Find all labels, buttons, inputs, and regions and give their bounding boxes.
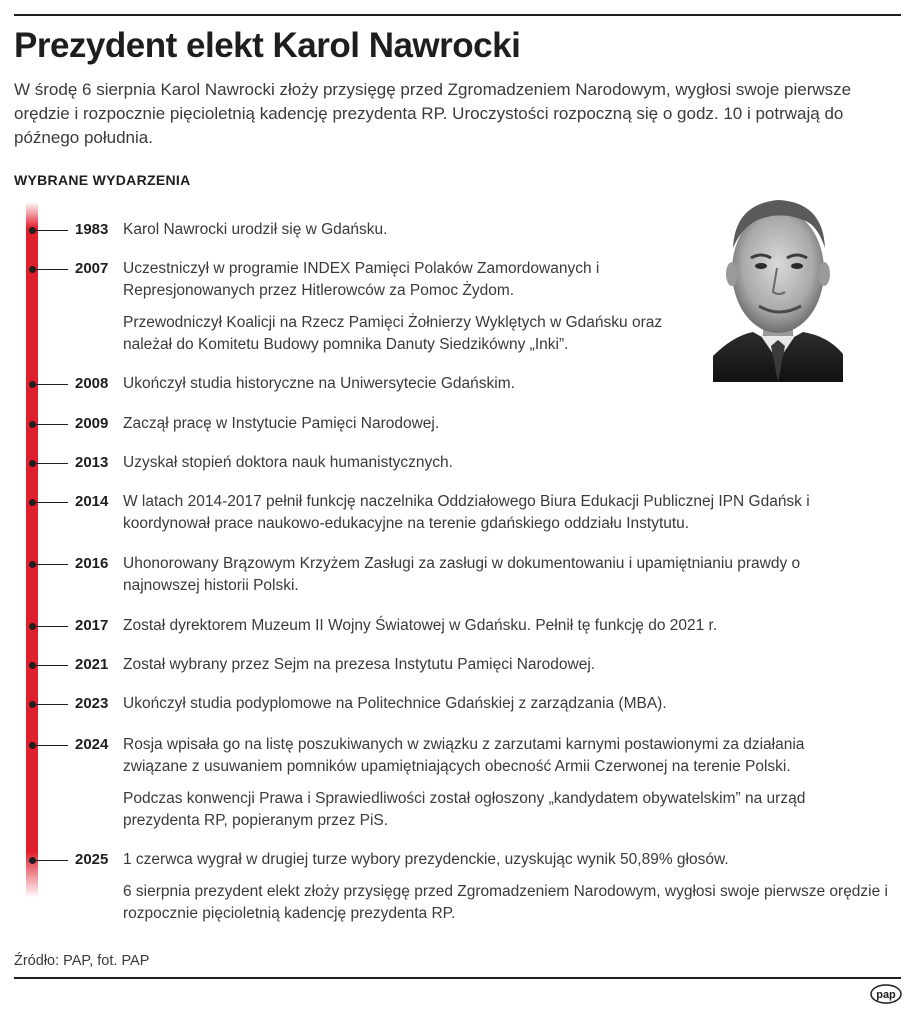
event-year: 2008 — [75, 375, 109, 392]
event-year: 2016 — [75, 555, 109, 572]
lead-paragraph: W środę 6 sierpnia Karol Nawrocki złoży przysięgę przed Zgromadzeniem Narodowym, wygłosi swoje pierwsze orędzie i rozpocznie pięcioletnią kadencję prezydenta RP. Uroczystości rozpoczną się o godz. 10 i potrwają do późnego południa. — [14, 80, 852, 147]
event-text — [123, 491, 858, 535]
event-year: 2009 — [75, 415, 109, 432]
event-text — [123, 452, 863, 474]
section-title: WYBRANE WYDARZENIA — [14, 172, 191, 188]
timeline-bar — [26, 202, 38, 898]
event-text — [123, 553, 858, 597]
timeline-dot — [29, 742, 36, 749]
event-line: Uczestniczył w programie INDEX Pamięci Polaków Zamordowanych i Represjonowanych przez Hitlerowców za Pomoc Żydom. — [123, 260, 600, 299]
timeline-tick — [36, 704, 68, 705]
timeline-tick — [36, 502, 68, 503]
timeline-dot — [29, 561, 36, 568]
event-line: 1 czerwca wygrał w drugiej turze wybory prezydenckie, uzyskując wynik 50,89% głosów. — [123, 851, 729, 868]
timeline-dot — [29, 857, 36, 864]
timeline-tick — [36, 665, 68, 666]
timeline-tick — [36, 384, 68, 385]
event-year: 2013 — [75, 454, 109, 471]
event-year: 1983 — [75, 221, 109, 238]
event-line: Ukończył studia historyczne na Uniwersytecie Gdańskim. — [123, 375, 515, 392]
event-text — [123, 413, 863, 435]
timeline-dot — [29, 381, 36, 388]
event-line: Podczas konwencji Prawa i Sprawiedliwości został ogłoszony „kandydatem obywatelskim” na urząd prezydenta RP, popieranym przez PiS. — [123, 790, 806, 829]
event-year: 2024 — [75, 736, 109, 753]
timeline-tick — [36, 564, 68, 565]
event-year: 2014 — [75, 493, 109, 510]
event-line: 6 sierpnia prezydent elekt złoży przysięgę przed Zgromadzeniem Narodowym, wygłosi swoje pierwsze orędzie i rozpocznie pięcioletnią kadencję prezydenta RP. — [123, 883, 888, 922]
timeline-tick — [36, 230, 68, 231]
timeline-tick — [36, 745, 68, 746]
event-text — [123, 258, 683, 356]
timeline-tick — [36, 463, 68, 464]
event-text — [123, 734, 868, 832]
timeline-dot — [29, 499, 36, 506]
portrait-photo — [713, 186, 843, 382]
event-line: Przewodniczył Koalicji na Rzecz Pamięci Żołnierzy Wyklętych w Gdańsku oraz należał do Komitetu Budowy pomnika Danuty Siedzikówny „Inki”. — [123, 314, 663, 353]
event-year: 2023 — [75, 695, 109, 712]
event-line: Został dyrektorem Muzeum II Wojny Światowej w Gdańsku. Pełnił tę funkcję do 2021 r. — [123, 617, 718, 634]
event-text — [123, 654, 883, 676]
event-line: Uhonorowany Brązowym Krzyżem Zasługi za zasługi w dokumentowaniu i upamiętnianiu prawdy o najnowszej historii Polski. — [123, 555, 801, 594]
event-text — [123, 615, 883, 637]
logo-text: pap — [876, 989, 896, 1001]
event-line: Został wybrany przez Sejm na prezesa Instytutu Pamięci Narodowej. — [123, 656, 596, 673]
event-line: Ukończył studia podyplomowe na Politechnice Gdańskiej z zarządzania (MBA). — [123, 695, 667, 712]
timeline-tick — [36, 269, 68, 270]
timeline-dot — [29, 227, 36, 234]
event-text — [123, 373, 683, 395]
bottom-divider — [14, 977, 901, 979]
timeline-tick — [36, 860, 68, 861]
timeline-dot — [29, 421, 36, 428]
source-credit: Źródło: PAP, fot. PAP — [14, 953, 150, 969]
top-divider — [14, 14, 901, 16]
event-year: 2017 — [75, 617, 109, 634]
timeline-tick — [36, 626, 68, 627]
event-text — [123, 219, 683, 241]
timeline-dot — [29, 701, 36, 708]
timeline-dot — [29, 662, 36, 669]
event-line: Karol Nawrocki urodził się w Gdańsku. — [123, 221, 388, 238]
timeline-tick — [36, 424, 68, 425]
event-year: 2021 — [75, 656, 109, 673]
timeline-dot — [29, 460, 36, 467]
event-line: Zaczął pracę w Instytucie Pamięci Narodowej. — [123, 415, 440, 432]
event-year: 2007 — [75, 260, 109, 277]
event-text — [123, 693, 883, 715]
page-title: Prezydent elekt Karol Nawrocki — [14, 26, 521, 65]
timeline-dot — [29, 266, 36, 273]
timeline-dot — [29, 623, 36, 630]
pap-logo — [870, 984, 902, 1004]
event-year: 2025 — [75, 851, 109, 868]
event-line: W latach 2014-2017 pełnił funkcję naczelnika Oddziałowego Biura Edukacji Publicznej IPN Gdańsk i koordynował prace naukowo-edukacyjne na terenie gdańskiego oddziału Instytutu. — [123, 493, 810, 532]
event-text — [123, 849, 893, 925]
event-line: Rosja wpisała go na listę poszukiwanych w związku z zarzutami karnymi postawionymi za działania związane z usuwaniem pomników upamiętniających obecność Armii Czerwonej na terenie Polski. — [123, 736, 805, 775]
event-line: Uzyskał stopień doktora nauk humanistycznych. — [123, 454, 453, 471]
